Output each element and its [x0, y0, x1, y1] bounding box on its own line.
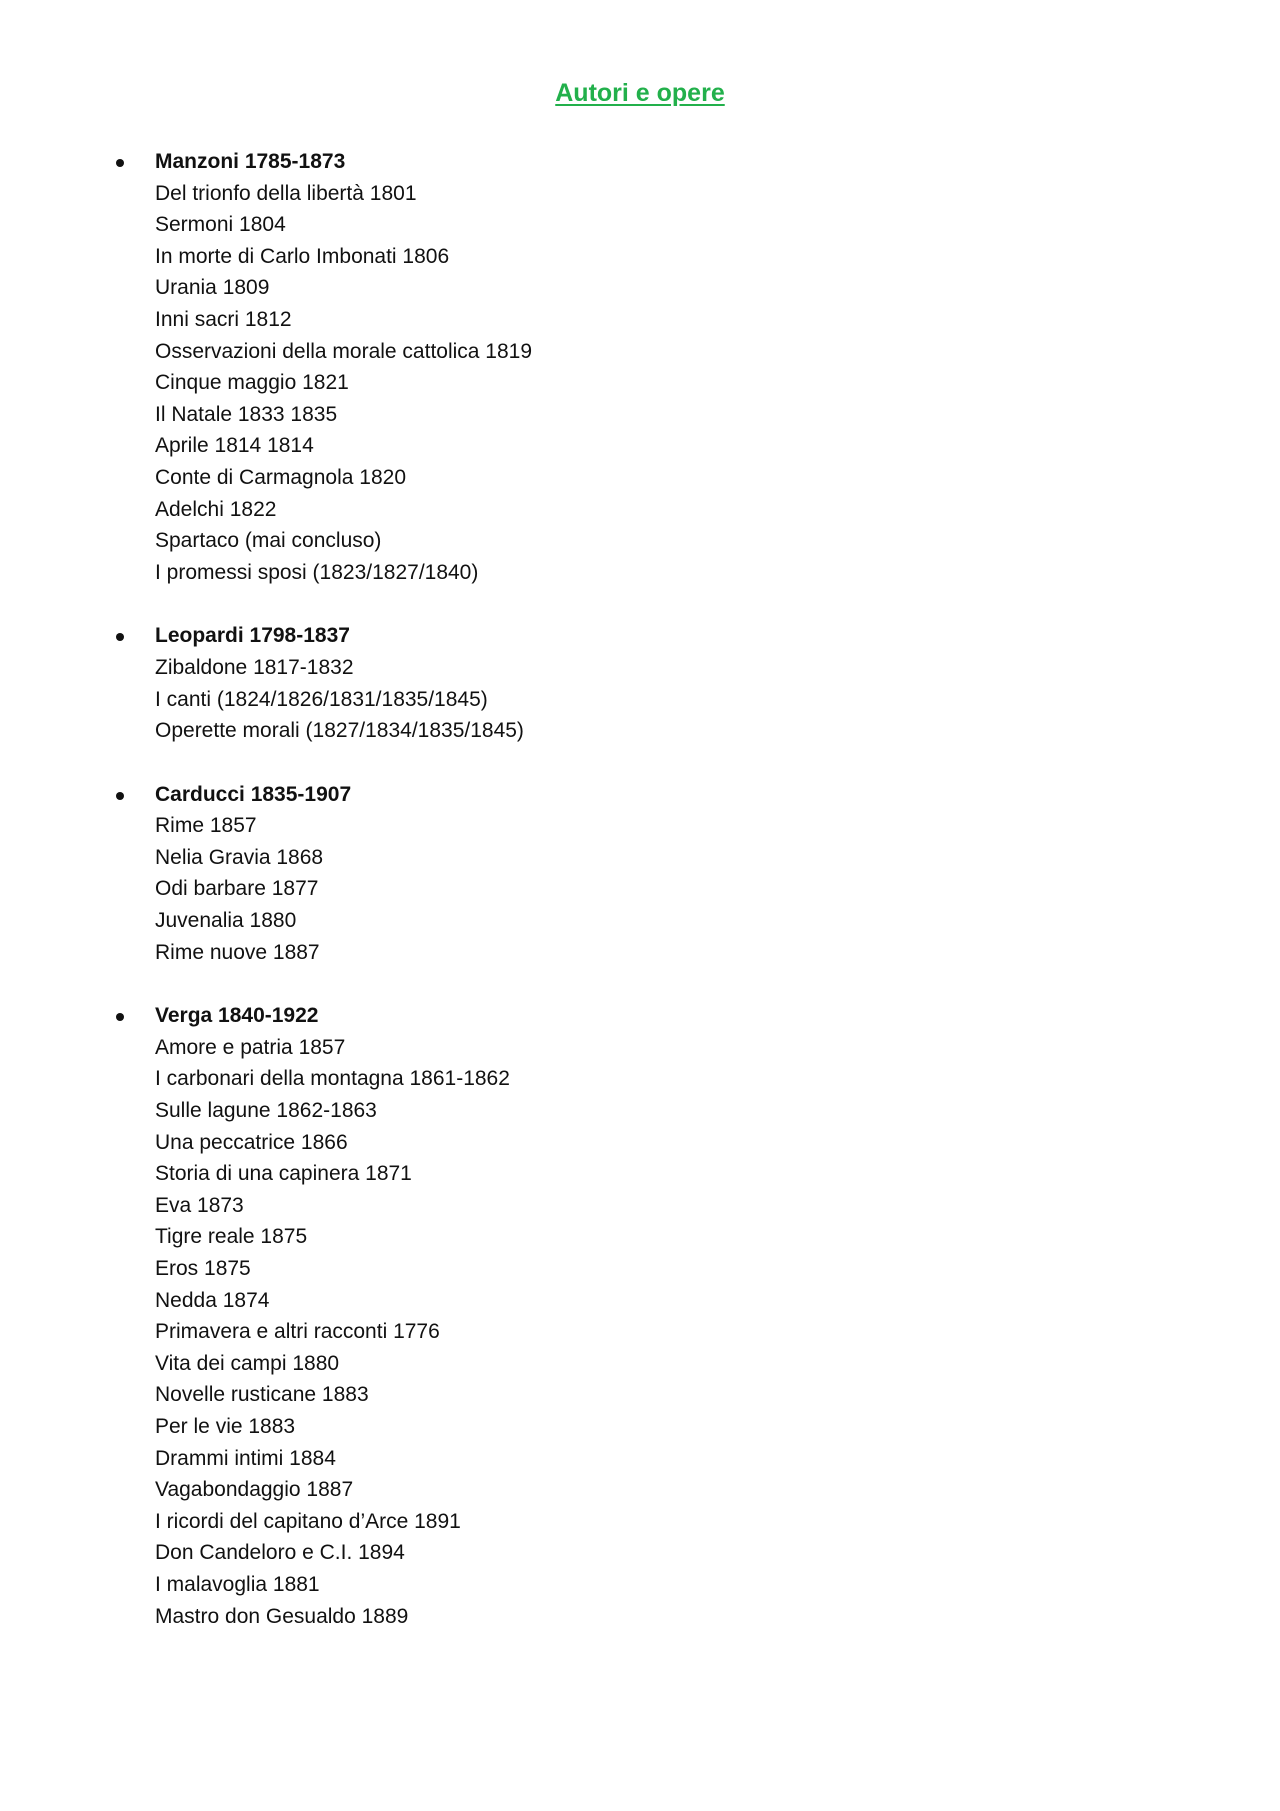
- work-list: [155, 810, 1280, 968]
- work-item: Don Candeloro e C.I. 1894: [155, 1541, 405, 1565]
- bullet-icon: [116, 159, 124, 167]
- work-item: Sermoni 1804: [155, 213, 286, 237]
- work-list: [155, 178, 1280, 589]
- bullet-icon: [116, 792, 124, 800]
- work-list: [155, 1032, 1280, 1632]
- work-item: Del trionfo della libertà 1801: [155, 181, 417, 205]
- work-item: Eva 1873: [155, 1193, 244, 1217]
- work-item: Vagabondaggio 1887: [155, 1478, 354, 1502]
- work-item: Odi barbare 1877: [155, 877, 319, 901]
- work-item: I carbonari della montagna 1861-1862: [155, 1067, 510, 1091]
- work-item: Drammi intimi 1884: [155, 1446, 336, 1470]
- work-item: In morte di Carlo Imbonati 1806: [155, 244, 450, 268]
- work-item: Urania 1809: [155, 276, 270, 300]
- author-block-leopardi: [0, 620, 1280, 746]
- work-item: Tigre reale 1875: [155, 1225, 308, 1249]
- work-item: Il Natale 1833 1835: [155, 402, 338, 426]
- work-item: Per le vie 1883: [155, 1414, 296, 1438]
- work-item: Operette morali (1827/1834/1835/1845): [155, 719, 524, 743]
- work-item: Conte di Carmagnola 1820: [155, 465, 406, 489]
- work-item: Amore e patria 1857: [155, 1035, 346, 1059]
- work-item: I canti (1824/1826/1831/1835/1845): [155, 687, 488, 711]
- work-item: Mastro don Gesualdo 1889: [155, 1604, 409, 1628]
- work-item: I malavoglia 1881: [155, 1572, 320, 1596]
- bullet-icon: [116, 1013, 124, 1021]
- author-heading: Manzoni 1785-1873: [155, 150, 346, 173]
- work-item: Novelle rusticane 1883: [155, 1383, 369, 1407]
- work-item: Rime nuove 1887: [155, 940, 320, 964]
- work-item: Vita dei campi 1880: [155, 1351, 340, 1375]
- work-item: Zibaldone 1817-1832: [155, 655, 354, 679]
- author-block-carducci: [0, 779, 1280, 969]
- work-item: Aprile 1814 1814: [155, 434, 314, 458]
- work-list: [155, 652, 1280, 747]
- work-item: Osservazioni della morale cattolica 1819: [155, 339, 533, 363]
- author-list: [0, 146, 1280, 1664]
- work-item: Adelchi 1822: [155, 497, 277, 521]
- work-item: Eros 1875: [155, 1257, 251, 1280]
- author-heading: Leopardi 1798-1837: [155, 624, 350, 648]
- author-heading: Carducci 1835-1907: [155, 782, 352, 806]
- work-item: Juvenalia 1880: [155, 909, 297, 933]
- author-block-verga: [0, 1000, 1280, 1632]
- work-item: Primavera e altri racconti 1776: [155, 1320, 440, 1344]
- work-item: Sulle lagune 1862-1863: [155, 1099, 377, 1123]
- work-item: Spartaco (mai concluso): [155, 529, 382, 553]
- work-item: I ricordi del capitano d’Arce 1891: [155, 1509, 461, 1533]
- author-block-manzoni: [0, 146, 1280, 588]
- bullet-icon: [116, 633, 124, 641]
- work-item: Inni sacri 1812: [155, 307, 292, 331]
- work-item: Nelia Gravia 1868: [155, 845, 324, 869]
- work-item: Rime 1857: [155, 814, 257, 838]
- work-item: Storia di una capinera 1871: [155, 1162, 412, 1186]
- work-item: Nedda 1874: [155, 1288, 270, 1312]
- page-title: Autori e opere: [555, 79, 725, 107]
- work-item: Una peccatrice 1866: [155, 1130, 348, 1154]
- author-heading: Verga 1840-1922: [155, 1004, 319, 1028]
- work-item: Cinque maggio 1821: [155, 371, 349, 395]
- work-item: I promessi sposi (1823/1827/1840): [155, 560, 479, 584]
